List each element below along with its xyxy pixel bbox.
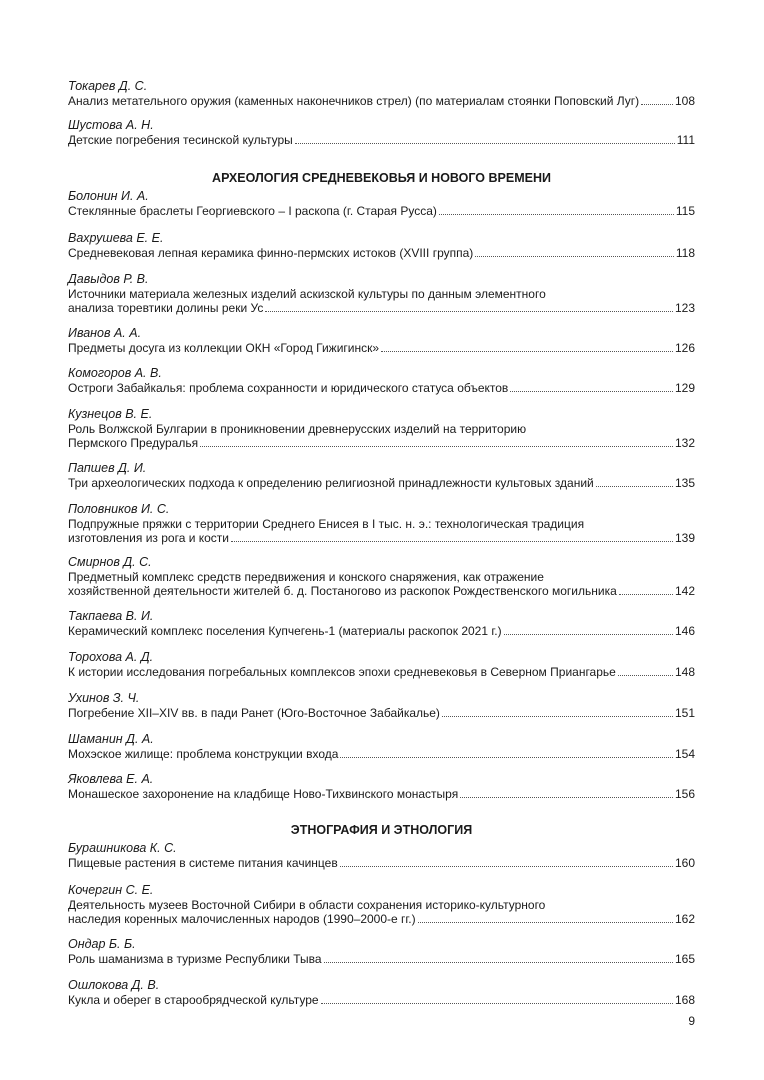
entry-title: Мохэское жилище: проблема конструкции входа	[68, 747, 339, 761]
entry-page-number: 108	[674, 94, 695, 108]
entry-title: К истории исследования погребальных комплексов эпохи средневековья в Северном Приангарье	[68, 665, 616, 679]
entry-title: Подпружные пряжки с территории Среднего Енисея в I тыс. н. э.: технологическая традиция	[68, 517, 585, 531]
toc-entry[interactable]	[68, 555, 695, 598]
entry-page-number: 111	[676, 133, 695, 147]
dot-leader	[321, 1003, 673, 1004]
toc-entry[interactable]	[68, 461, 695, 490]
entry-title: Роль шаманизма в туризме Республики Тыва	[68, 952, 322, 966]
entry-title: Кукла и оберег в старообрядческой культуре	[68, 993, 319, 1007]
entry-page-number: 135	[674, 476, 695, 490]
entry-page-number: 151	[674, 706, 695, 720]
toc-entry[interactable]	[68, 772, 695, 801]
entry-author: Иванов А. А.	[68, 326, 142, 340]
dot-leader	[439, 214, 674, 215]
entry-title: изготовления из рога и кости	[68, 531, 230, 545]
contents-page	[68, 0, 695, 1080]
entry-title: наследия коренных малочисленных народов (1990–2000-е гг.)	[68, 912, 416, 926]
entry-title: Средневековая лепная керамика финно-пермских истоков (XVIII группа)	[68, 246, 474, 260]
toc-entry[interactable]	[68, 407, 695, 450]
toc-entry[interactable]	[68, 189, 695, 218]
entry-author: Кочергин С. Е.	[68, 883, 154, 897]
entry-author: Шаманин Д. А.	[68, 732, 154, 746]
section-heading-ethnography: ЭТНОГРАФИЯ И ЭТНОЛОГИЯ	[290, 823, 473, 837]
entry-author: Ошлокова Д. В.	[68, 978, 160, 992]
entry-title: анализа торевтики долины реки Ус	[68, 301, 264, 315]
dot-leader	[510, 391, 673, 392]
entry-title: Предметы досуга из коллекции ОКН «Город Гижигинск»	[68, 341, 380, 355]
entry-author: Торохова А. Д.	[68, 650, 154, 664]
toc-entry[interactable]	[68, 937, 695, 966]
entry-author: Болонин И. А.	[68, 189, 149, 203]
toc-entry[interactable]	[68, 79, 695, 108]
toc-entry[interactable]	[68, 502, 695, 545]
entry-author: Папшев Д. И.	[68, 461, 147, 475]
entry-page-number: 123	[674, 301, 695, 315]
dot-leader	[200, 446, 673, 447]
entry-page-number: 168	[674, 993, 695, 1007]
entry-page-number: 154	[674, 747, 695, 761]
dot-leader	[324, 962, 673, 963]
entry-author: Бурашникова К. С.	[68, 841, 177, 855]
entry-title: Источники материала железных изделий аскизской культуры по данным элементного	[68, 287, 546, 301]
entry-title: хозяйственной деятельности жителей б. д. Постаногово из раскопок Рождественского могильника	[68, 584, 617, 598]
page-number: 9	[688, 1014, 695, 1028]
entry-title: Погребение XII–XIV вв. в пади Ранет (Юго-Восточное Забайкалье)	[68, 706, 440, 720]
toc-entry[interactable]	[68, 732, 695, 761]
toc-entry[interactable]	[68, 118, 695, 147]
entry-page-number: 146	[674, 624, 695, 638]
entry-title: Детские погребения тесинской культуры	[68, 133, 293, 147]
dot-leader	[641, 104, 673, 105]
entry-author: Давыдов Р. В.	[68, 272, 149, 286]
toc-entry[interactable]	[68, 272, 695, 315]
toc-entry[interactable]	[68, 326, 695, 355]
entry-page-number: 139	[674, 531, 695, 545]
entry-page-number: 160	[674, 856, 695, 870]
dot-leader	[418, 922, 673, 923]
entry-title: Анализ метательного оружия (каменных наконечников стрел) (по материалам стоянки Поповский Луг)	[68, 94, 640, 108]
entry-page-number: 142	[674, 584, 695, 598]
dot-leader	[381, 351, 673, 352]
entry-title: Предметный комплекс средств передвижения и конского снаряжения, как отражение	[68, 570, 544, 584]
entry-author: Вахрушева Е. Е.	[68, 231, 164, 245]
entry-author: Кузнецов В. Е.	[68, 407, 153, 421]
entry-title: Остроги Забайкалья: проблема сохранности и юридического статуса объектов	[68, 381, 509, 395]
entry-title: Стеклянные браслеты Георгиевского – I раскопа (г. Старая Русса)	[68, 204, 437, 218]
toc-entry[interactable]	[68, 609, 695, 638]
dot-leader	[231, 541, 673, 542]
toc-entry[interactable]	[68, 366, 695, 395]
entry-title: Монашеское захоронение на кладбище Ново-Тихвинского монастыря	[68, 787, 459, 801]
entry-page-number: 165	[674, 952, 695, 966]
entry-page-number: 162	[674, 912, 695, 926]
entry-title: Деятельность музеев Восточной Сибири в области сохранения историко-культурного	[68, 898, 546, 912]
entry-author: Ухинов З. Ч.	[68, 691, 140, 705]
toc-entry[interactable]	[68, 883, 695, 926]
dot-leader	[596, 486, 673, 487]
entry-page-number: 148	[674, 665, 695, 679]
dot-leader	[340, 866, 673, 867]
dot-leader	[265, 311, 673, 312]
dot-leader	[504, 634, 673, 635]
entry-author: Шустова А. Н.	[68, 118, 154, 132]
entry-author: Комогоров А. В.	[68, 366, 162, 380]
entry-author: Половников И. С.	[68, 502, 170, 516]
entry-page-number: 118	[675, 246, 695, 260]
section-heading-medieval: АРХЕОЛОГИЯ СРЕДНЕВЕКОВЬЯ И НОВОГО ВРЕМЕНИ	[212, 171, 551, 185]
dot-leader	[295, 143, 675, 144]
entry-page-number: 126	[674, 341, 695, 355]
entry-page-number: 156	[674, 787, 695, 801]
dot-leader	[618, 675, 673, 676]
dot-leader	[460, 797, 673, 798]
entry-title: Пищевые растения в системе питания качинцев	[68, 856, 338, 870]
toc-entry[interactable]	[68, 978, 695, 1007]
entry-author: Ондар Б. Б.	[68, 937, 136, 951]
toc-entry[interactable]	[68, 691, 695, 720]
entry-title: Керамический комплекс поселения Купчегень-1 (материалы раскопок 2021 г.)	[68, 624, 502, 638]
entry-author: Токарев Д. С.	[68, 79, 148, 93]
dot-leader	[340, 757, 673, 758]
entry-author: Такпаева В. И.	[68, 609, 154, 623]
toc-entry[interactable]	[68, 841, 695, 870]
entry-page-number: 115	[675, 204, 695, 218]
toc-entry[interactable]	[68, 650, 695, 679]
entry-title: Три археологических подхода к определению религиозной принадлежности культовых зданий	[68, 476, 594, 490]
dot-leader	[442, 716, 673, 717]
entry-author: Смирнов Д. С.	[68, 555, 152, 569]
entry-title: Роль Волжской Булгарии в проникновении древнерусских изделий на территорию	[68, 422, 527, 436]
dot-leader	[475, 256, 674, 257]
dot-leader	[619, 594, 673, 595]
entry-page-number: 129	[674, 381, 695, 395]
entry-page-number: 132	[674, 436, 695, 450]
entry-title: Пермского Предуралья	[68, 436, 199, 450]
toc-entry[interactable]	[68, 231, 695, 260]
entry-author: Яковлева Е. А.	[68, 772, 154, 786]
